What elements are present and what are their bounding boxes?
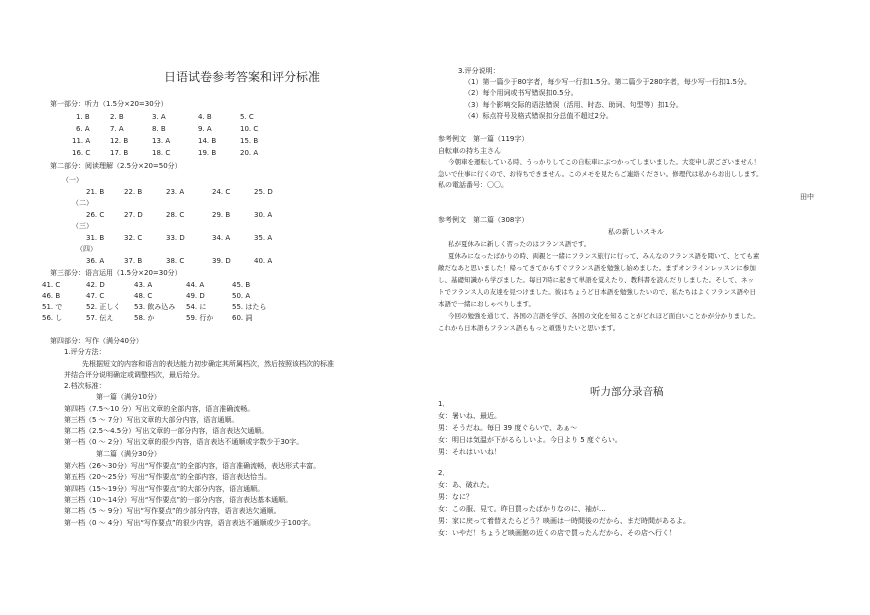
answer: 17. B [110, 149, 129, 157]
answer: 44. A [186, 281, 205, 289]
answer: 11. A [72, 137, 91, 145]
example2-line: 本語で一緒におしゃべりします。 [438, 300, 535, 308]
example1-line: 今朝車を運転している時、うっかりしてこの自転車にぶつかってしまいました。大変申し訳ございません！ [448, 158, 760, 166]
scoring-method-text: 并结合评分说明确定或调整档次，最后给分。 [64, 371, 204, 379]
answer: 25. D [254, 188, 273, 196]
example1-line: 急いで仕事に行くので、お待ちできません。このメモを見たらご連絡ください。修理代は私からお出しします。 [438, 170, 763, 178]
grade-line: 第一档（0 ～ 4分）写出“写作要点”的很少内容，语言表达不通顺或少于100字。 [64, 519, 315, 527]
example1-line: 私の電話番号：〇〇。 [438, 181, 508, 189]
answer: 15. B [240, 137, 259, 145]
dialogue-line: 女：明日は気温が下がるらしいよ。今日より 5 度ぐらい。 [438, 436, 622, 444]
scoring-notes-heading: 3.评分说明： [458, 67, 500, 75]
answer: 8. B [152, 125, 166, 133]
answer: 43. A [134, 281, 153, 289]
dialogue-line: 女：この服、見て。昨日買ったばかりなのに、袖が… [438, 505, 606, 513]
dialogue-number: 2． [438, 469, 450, 477]
section-label: （一） [62, 176, 83, 184]
answer: 24. C [212, 188, 231, 196]
scoring-note: （4）标点符号及格式错误扣分总值不超过2分。 [464, 112, 613, 120]
scoring-note: （2）每个用词或书写错误扣0.5分。 [464, 89, 578, 97]
answer: 28. C [166, 211, 185, 219]
answer: 57. 伝え [86, 314, 114, 322]
answer: 9. A [198, 125, 212, 133]
example2-heading: 参考例文 第二篇（308字） [438, 216, 529, 224]
grade-line: 第二档（2.5～4.5分）写出文章的一部分内容，语言表达欠通顺。 [64, 427, 269, 435]
example2-line: これから日本語もフランス語ももっと頑張りたいと思います。 [438, 324, 620, 332]
example2-line: し、基礎知識から学びました。毎日7時に起きて単語を覚えたり、教科書を読んだりしました。そして、ネッ [438, 276, 755, 284]
grade-line: 第四档（7.5～10 分）写出文章的全部内容，语言准确流畅。 [64, 405, 255, 413]
answer: 30. A [254, 211, 273, 219]
answer: 12. B [110, 137, 129, 145]
grade-line: 第五档（20～25分）写出“写作要点”的全部内容，语言表达恰当。 [64, 473, 272, 481]
answer: 48. C [134, 292, 153, 300]
answer: 38. C [166, 257, 185, 265]
dialogue-line: 男：家に戻って着替えたらどう？映画は一時間後のだから、まだ時間があるよ。 [438, 517, 690, 525]
part2-heading: 第二部分：阅读理解（2.5分×20=50分） [50, 162, 182, 170]
document-title: 日语试卷参考答案和评分标准 [164, 70, 321, 84]
scoring-method-text: 先根据短文的内容和语言的表达能力初步确定其所属档次，然后按照该档次的标准 [82, 360, 334, 368]
essay2-heading: 第二篇（满分30分） [96, 450, 161, 458]
answer: 33. D [166, 234, 185, 242]
example1-heading: 参考例文 第一篇（119字） [438, 135, 529, 143]
answer: 18. C [152, 149, 171, 157]
dialogue-line: 女：暑いね、最近。 [438, 412, 501, 420]
dialogue-line: 女：あ、破れた。 [438, 481, 494, 489]
dialogue-line: 男：それはいいね！ [438, 448, 501, 456]
answer: 21. B [86, 188, 105, 196]
answer: 41. C [42, 281, 61, 289]
answer: 54. に [186, 303, 207, 311]
example2-title: 私の新しいスキル [608, 228, 664, 236]
answer: 6. A [76, 125, 90, 133]
dialogue-line: 女：いやだ！ちょうど映画館の近くの店で買ったんだから、その店へ行く！ [438, 529, 676, 537]
answer: 47. C [86, 292, 105, 300]
answer: 23. A [166, 188, 185, 196]
example2-line: トでフランス人の友達を見つけました。彼はちょうど日本語を勉強したいので、私たちはよくフランス語や日 [438, 288, 756, 296]
answer: 1. B [76, 113, 90, 121]
grade-line: 第四档（15～19分）写出“写作要点”的大部分内容，语言通顺。 [64, 485, 265, 493]
section-label: （四） [76, 245, 97, 253]
answer: 55. はたら [232, 303, 267, 311]
part1-heading: 第一部分：听力（1.5分×20=30分） [50, 100, 168, 108]
answer: 14. B [198, 137, 217, 145]
section-label: （二） [72, 199, 93, 207]
scoring-note: （3）每个影响交际的语法错误（活用、时态、助词、句型等）扣1分。 [464, 101, 683, 109]
answer: 39. D [212, 257, 231, 265]
scoring-method-label: 1.评分方法： [64, 348, 106, 356]
dialogue-number: 1． [438, 400, 450, 408]
example2-line: 私が夏休みに新しく習ったのはフランス語です。 [448, 240, 591, 248]
grade-standard-label: 2.档次标准： [64, 382, 106, 390]
grade-line: 第三档（10～14分）写出“写作要点”的一部分内容，语言表达基本通顺。 [64, 496, 293, 504]
section-label: （三） [72, 222, 93, 230]
grade-line: 第三档（5 ～ 7分）写出文章的大部分内容，语言通顺。 [64, 416, 239, 424]
part3-heading: 第三部分：语言运用（1.5分×20=30分） [50, 269, 182, 277]
answer: 34. A [212, 234, 231, 242]
answer: 52. 正しく [86, 303, 121, 311]
scoring-note: （1）第一篇少于80字者，每少写一行扣1.5分。第二篇少于280字者，每少写一行扣1.5分。 [464, 78, 751, 86]
answer: 51. で [42, 303, 63, 311]
answer: 58. か [134, 314, 155, 322]
dialogue-line: 男：そうだね。毎日 39 度ぐらいで、あぁ～ [438, 424, 578, 432]
grade-line: 第一档（0 ～ 2分）写出文章的很少内容，语言表达不通顺或字数少于30字。 [64, 438, 304, 446]
grade-line: 第六档（26～30分）写出“写作要点”的全部内容，语言准确流畅，表达形式丰富。 [64, 462, 321, 470]
answer: 16. C [72, 149, 91, 157]
answer: 2. B [110, 113, 124, 121]
answer: 7. A [110, 125, 124, 133]
essay1-heading: 第一篇（满分10分） [96, 393, 161, 401]
part4-heading: 第四部分：写作（满分40分） [50, 337, 143, 345]
answer: 35. A [254, 234, 273, 242]
answer: 19. B [198, 149, 217, 157]
answer: 59. 行か [186, 314, 214, 322]
answer: 53. 飲み込み [134, 303, 176, 311]
answer: 20. A [240, 149, 259, 157]
answer: 40. A [254, 257, 273, 265]
listening-script-title: 听力部分录音稿 [590, 386, 664, 398]
dialogue-line: 男：なに？ [438, 493, 473, 501]
answer: 31. B [86, 234, 105, 242]
answer: 13. A [152, 137, 171, 145]
answer: 5. C [240, 113, 254, 121]
answer: 22. B [124, 188, 143, 196]
answer: 32. C [124, 234, 143, 242]
example1-subject: 自転車の持ち主さん [438, 147, 501, 155]
answer: 56. し [42, 314, 63, 322]
answer: 49. D [186, 292, 205, 300]
answer: 37. B [124, 257, 143, 265]
answer: 29. B [212, 211, 231, 219]
answer: 26. C [86, 211, 105, 219]
answer: 36. A [86, 257, 105, 265]
grade-line: 第二档（5 ～ 9分）写出“写作要点”的少部分内容，语言表达欠通顺。 [64, 507, 281, 515]
answer: 50. A [232, 292, 251, 300]
answer: 4. B [198, 113, 212, 121]
answer: 10. C [240, 125, 259, 133]
example2-line: 敵だなあと思いました！帰ってきてからすぐフランス語を勉強し始めました。まずオンラインレッスンに参加 [438, 264, 756, 272]
example2-line: 夏休みになったばかりの時、両親と一緒にフランス旅行に行って、みんなのフランス語を聞いて、とても素 [448, 252, 760, 260]
answer: 27. D [124, 211, 143, 219]
answer: 60. 詞 [232, 314, 253, 322]
example2-line: 今回の勉強を通じて、各国の言語を学び、各国の文化を知ることがどれほど面白いことかが分かりました。 [448, 312, 760, 320]
answer: 3. A [152, 113, 166, 121]
answer: 45. B [232, 281, 251, 289]
example1-signature: 田中 [800, 193, 814, 201]
answer: 46. B [42, 292, 61, 300]
answer: 42. D [86, 281, 105, 289]
